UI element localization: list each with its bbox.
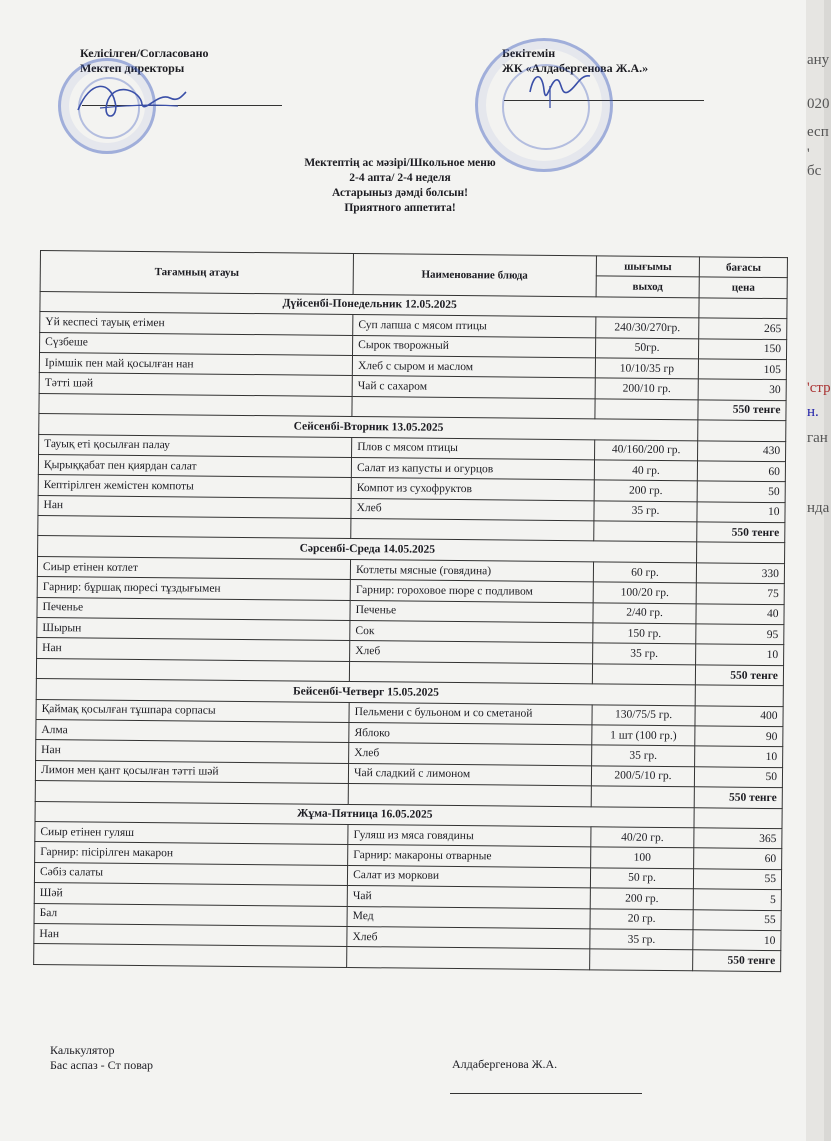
side-fragment: 020 bbox=[807, 96, 830, 112]
dish-yield: 35 гр. bbox=[590, 929, 694, 950]
dish-name-ru: Хлеб bbox=[350, 641, 593, 664]
day-title: Жұма-Пятница 16.05.2025 bbox=[35, 801, 695, 828]
dish-name-kz: Лимон мен қант қосылған тәтті шәй bbox=[35, 760, 348, 783]
dish-name-ru: Сок bbox=[350, 621, 593, 644]
dish-price: 10 bbox=[695, 746, 783, 767]
empty-cell bbox=[351, 519, 594, 542]
day-total: 550 тенге bbox=[696, 665, 784, 686]
dish-price: 60 bbox=[694, 848, 782, 869]
heading-line1: Мектептің ас мәзірі/Школьное меню bbox=[304, 157, 496, 169]
dish-yield: 35 гр. bbox=[592, 643, 696, 664]
day-title: Сейсенбі-Вторник 13.05.2025 bbox=[39, 414, 699, 441]
approval-left-line2: Мектеп директоры bbox=[80, 61, 185, 75]
dish-price: 95 bbox=[696, 624, 784, 645]
dish-yield: 40/20 гр. bbox=[590, 827, 694, 848]
dish-name-kz: Кептірілген жемістен компоты bbox=[38, 475, 351, 498]
dish-yield: 50гр. bbox=[595, 337, 699, 358]
side-fragment: есп bbox=[807, 124, 829, 140]
dish-yield: 1 шт (100 гр.) bbox=[591, 725, 695, 746]
side-fragment: ' бс bbox=[807, 146, 822, 179]
signature-left-icon bbox=[70, 70, 190, 130]
dish-price: 150 bbox=[699, 338, 787, 359]
header-dish-kz: Тағамның атауы bbox=[40, 251, 353, 295]
dish-price: 365 bbox=[694, 828, 782, 849]
day-title: Бейсенбі-Четверг 15.05.2025 bbox=[36, 679, 696, 706]
side-fragment: нда bbox=[807, 500, 830, 516]
empty-cell bbox=[352, 396, 595, 419]
dish-price: 400 bbox=[695, 705, 783, 726]
signature-right-icon bbox=[520, 62, 610, 112]
header-yield-ru: выход bbox=[596, 276, 700, 297]
header-price-ru: цена bbox=[699, 277, 787, 298]
dish-price: 30 bbox=[698, 379, 786, 400]
dish-name-kz: Ірімшік пен май қосылған нан bbox=[39, 352, 352, 375]
dish-name-kz: Қаймақ қосылған тұшпара сорпасы bbox=[36, 699, 349, 722]
day-total: 550 тенге bbox=[693, 950, 781, 971]
dish-name-kz: Нан bbox=[36, 740, 349, 763]
heading-line3: Астарыныз дәмді болсын! bbox=[332, 187, 468, 199]
dish-price: 265 bbox=[699, 318, 787, 339]
dish-price: 50 bbox=[695, 767, 783, 788]
dish-yield: 35 гр. bbox=[591, 745, 695, 766]
dish-yield: 40/160/200 гр. bbox=[594, 439, 698, 460]
header-dish-ru: Наименование блюда bbox=[353, 254, 596, 297]
dish-name-kz: Бал bbox=[34, 903, 347, 926]
day-total: 550 тенге bbox=[695, 787, 783, 808]
footer-right bbox=[452, 1057, 557, 1072]
footer-chef-name: Алдабергенова Ж.А. bbox=[452, 1057, 558, 1071]
dish-name-kz: Қырыққабат пен қиярдан салат bbox=[38, 454, 351, 477]
menu-heading bbox=[200, 156, 600, 216]
approval-left-line1: Келісілген/Согласовано bbox=[80, 46, 209, 60]
dish-name-ru: Чай bbox=[347, 886, 590, 909]
empty-cell bbox=[349, 661, 592, 684]
day-title: Сәрсенбі-Среда 14.05.2025 bbox=[38, 536, 698, 563]
dish-yield: 35 гр. bbox=[594, 501, 698, 522]
dish-price: 105 bbox=[699, 359, 787, 380]
dish-name-ru: Плов с мясом птицы bbox=[352, 437, 595, 460]
dish-yield: 200 гр. bbox=[590, 888, 694, 909]
dish-name-ru: Чай сладкий с лимоном bbox=[348, 763, 591, 786]
dish-name-kz: Сәбіз салаты bbox=[34, 862, 347, 885]
empty-cell bbox=[347, 947, 590, 970]
dish-yield: 2/40 гр. bbox=[593, 602, 697, 623]
dish-price: 55 bbox=[694, 869, 782, 890]
dish-name-ru: Хлеб bbox=[351, 498, 594, 521]
dish-name-ru: Компот из сухофруктов bbox=[351, 478, 594, 501]
dish-price: 90 bbox=[695, 726, 783, 747]
header-yield-kz: шығымы bbox=[596, 256, 700, 277]
heading-line4: Приятного аппетита! bbox=[344, 202, 456, 214]
dish-name-kz: Үй кеспесі тауық етімен bbox=[40, 312, 353, 335]
dish-name-ru: Мед bbox=[347, 906, 590, 929]
dish-yield: 150 гр. bbox=[592, 623, 696, 644]
dish-price: 50 bbox=[698, 481, 786, 502]
side-fragment: ган bbox=[807, 430, 828, 446]
dish-name-ru: Салат из капусты и огурцов bbox=[351, 457, 594, 480]
dish-yield: 20 гр. bbox=[590, 908, 694, 929]
dish-price: 75 bbox=[697, 583, 785, 604]
dish-name-ru: Пельмени с бульоном и со сметаной bbox=[349, 702, 592, 725]
header-price-kz: бағасы bbox=[700, 257, 788, 278]
dish-name-kz: Сиыр етінен котлет bbox=[37, 556, 350, 579]
dish-yield: 50 гр. bbox=[590, 868, 694, 889]
empty-cell bbox=[589, 949, 693, 970]
dish-name-ru: Гуляш из мяса говядины bbox=[348, 824, 591, 847]
dish-name-kz: Тәтті шәй bbox=[39, 373, 352, 396]
dish-price: 430 bbox=[698, 440, 786, 461]
footer-left bbox=[50, 1043, 153, 1073]
dish-name-ru: Хлеб с сыром и маслом bbox=[352, 355, 595, 378]
side-fragment: ану bbox=[807, 52, 830, 68]
side-fragment: 'стр bbox=[807, 380, 831, 396]
empty-cell bbox=[696, 685, 784, 706]
dish-name-kz: Гарнир: пісірілген макарон bbox=[35, 842, 348, 865]
dish-price: 55 bbox=[693, 909, 781, 930]
dish-yield: 10/10/35 гр bbox=[595, 358, 699, 379]
dish-name-ru: Чай с сахаром bbox=[352, 376, 595, 399]
day-title: Дүйсенбі-Понедельник 12.05.2025 bbox=[40, 291, 700, 318]
dish-name-kz: Печенье bbox=[37, 597, 350, 620]
dish-name-kz: Тауық еті қосылған палау bbox=[39, 434, 352, 457]
dish-name-ru: Суп лапша с мясом птицы bbox=[353, 315, 596, 338]
dish-price: 330 bbox=[697, 563, 785, 584]
dish-yield: 100/20 гр. bbox=[593, 582, 697, 603]
empty-cell bbox=[34, 944, 347, 967]
empty-cell bbox=[698, 420, 786, 441]
dish-name-kz: Нан bbox=[38, 495, 351, 518]
dish-name-ru: Яблоко bbox=[349, 722, 592, 745]
dish-name-ru: Гарнир: макароны отварные bbox=[348, 845, 591, 868]
dish-yield: 60 гр. bbox=[593, 562, 697, 583]
dish-yield: 200 гр. bbox=[594, 480, 698, 501]
dish-name-kz: Гарнир: бұршақ пюресі тұздығымен bbox=[37, 577, 350, 600]
dish-name-kz: Шәй bbox=[34, 883, 347, 906]
empty-cell bbox=[694, 807, 782, 828]
dish-name-kz: Нан bbox=[34, 923, 347, 946]
dish-price: 5 bbox=[694, 889, 782, 910]
table-header-row-1 bbox=[40, 251, 787, 279]
dish-yield: 130/75/5 гр. bbox=[592, 704, 696, 725]
footer-chef-title: Бас аспаз - Ст повар bbox=[50, 1058, 154, 1072]
dish-name-kz: Алма bbox=[36, 719, 349, 742]
dish-price: 40 bbox=[696, 603, 784, 624]
dish-name-ru: Котлеты мясные (говядина) bbox=[350, 559, 593, 582]
dish-name-kz: Шырын bbox=[37, 618, 350, 641]
dish-yield: 100 bbox=[590, 847, 694, 868]
dish-name-ru: Салат из моркови bbox=[348, 865, 591, 888]
empty-cell bbox=[697, 542, 785, 563]
side-fragment: н. bbox=[807, 404, 819, 420]
signature-line-footer bbox=[450, 1093, 642, 1094]
menu-table bbox=[33, 250, 788, 972]
empty-cell bbox=[699, 298, 787, 319]
empty-cell bbox=[348, 784, 591, 807]
empty-cell bbox=[595, 399, 699, 420]
heading-line2: 2-4 апта/ 2-4 неделя bbox=[349, 172, 451, 184]
underlying-page-edge bbox=[806, 0, 831, 1141]
dish-yield: 40 гр. bbox=[594, 460, 698, 481]
dish-name-kz: Нан bbox=[37, 638, 350, 661]
approval-right-line2: ЖК «Алдабергенова Ж.А.» bbox=[502, 61, 649, 75]
footer-calculator: Калькулятор bbox=[50, 1043, 115, 1057]
dish-name-ru: Сырок творожный bbox=[353, 335, 596, 358]
dish-name-ru: Хлеб bbox=[347, 926, 590, 949]
dish-name-kz: Сүзбеше bbox=[40, 332, 353, 355]
dish-price: 10 bbox=[693, 930, 781, 951]
approval-right-line1: Бекітемін bbox=[502, 46, 556, 60]
dish-name-ru: Гарнир: гороховое пюре с подливом bbox=[350, 580, 593, 603]
dish-yield: 200/5/10 гр. bbox=[591, 766, 695, 787]
dish-yield: 200/10 гр. bbox=[595, 378, 699, 399]
dish-price: 10 bbox=[697, 502, 785, 523]
empty-cell bbox=[592, 664, 696, 685]
day-total: 550 тенге bbox=[697, 522, 785, 543]
day-total: 550 тенге bbox=[698, 400, 786, 421]
dish-yield: 240/30/270гр. bbox=[595, 317, 699, 338]
dish-name-ru: Печенье bbox=[350, 600, 593, 623]
dish-name-ru: Хлеб bbox=[349, 743, 592, 766]
empty-cell bbox=[593, 521, 697, 542]
dish-price: 10 bbox=[696, 644, 784, 665]
dish-price: 60 bbox=[698, 461, 786, 482]
dish-name-kz: Сиыр етінен гуляш bbox=[35, 821, 348, 844]
empty-cell bbox=[591, 786, 695, 807]
menu-table-body bbox=[34, 291, 787, 971]
